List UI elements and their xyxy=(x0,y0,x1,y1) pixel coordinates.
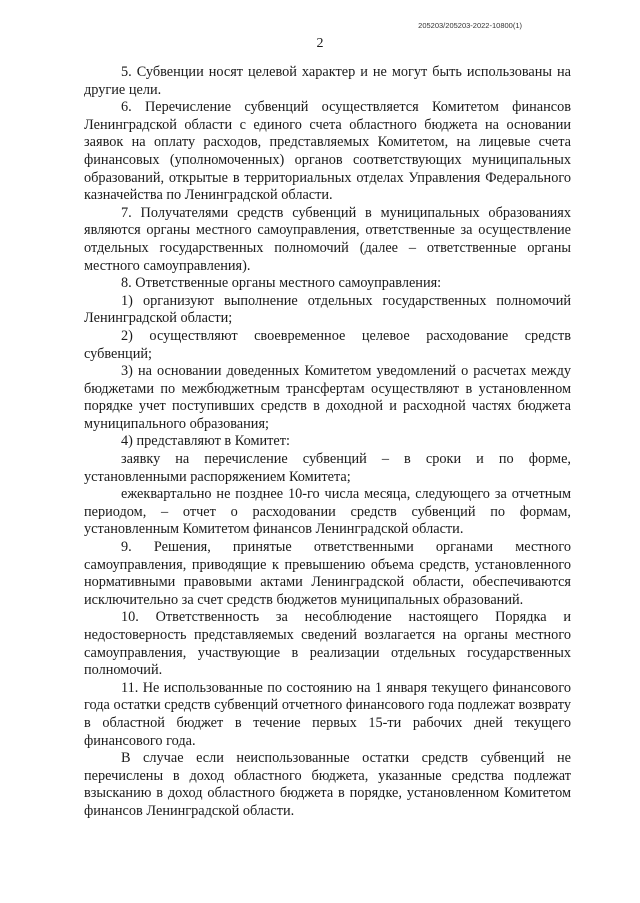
paragraph-8: 8. Ответственные органы местного самоуправления: xyxy=(121,275,442,292)
paragraph-10: 10. Ответственность за несоблюдение настоящего Порядка и недостоверность представляемых сведений возлагается на органы местного самоуправления, участвующие в реализации отдельных государственных полномочий. xyxy=(84,609,571,679)
paragraph-6: 6. Перечисление субвенций осуществляется Комитетом финансов Ленинградской области с единого счета областного бюджета на основании заявок на оплату расходов, представляемых Комитетом, на лицевые счета финансовых (уполномоченных) органов соответствующих муниципальных образований, открытые в территориальных отделах Управления Федерального казначейства по Ленинградской области. xyxy=(84,99,571,204)
paragraph-8-item-3: 3) на основании доведенных Комитетом уведомлений о расчетах между бюджетами по межбюджетным трансфертам осуществляют в установленном порядке учет поступивших средств в доходной и расходной частях бюджета муниципального образования; xyxy=(84,363,571,432)
paragraph-8-item-4-report: ежеквартально не позднее 10-го числа месяца, следующего за отчетным периодом, – отчет о расходовании средств субвенций по формам, установленным Комитетом финансов Ленинградской области. xyxy=(84,486,571,538)
document-body xyxy=(84,64,571,821)
paragraph-5: 5. Субвенции носят целевой характер и не могут быть использованы на другие цели. xyxy=(84,64,571,98)
paragraph-8-item-4-request: заявку на перечисление субвенций – в сроки и по форме, установленными распоряжением Комитета; xyxy=(84,451,571,485)
page-number: 2 xyxy=(316,36,324,51)
paragraph-11-addendum: В случае если неиспользованные остатки средств субвенций не перечислены в доход областного бюджета, указанные средства подлежат взысканию в доход областного бюджета в порядке, установленном Комитетом финансов Ленинградской области. xyxy=(84,750,571,819)
paragraph-8-item-2: 2) осуществляют своевременное целевое расходование средств субвенций; xyxy=(84,327,571,362)
document-id: 205203/205203-2022-10800(1) xyxy=(418,21,522,30)
paragraph-7: 7. Получателями средств субвенций в муниципальных образованиях являются органы местного самоуправления, ответственные за осуществление отдельных государственных полномочий (далее – ответственные органы местного самоуправления). xyxy=(84,204,571,274)
paragraph-8-item-4: 4) представляют в Комитет: xyxy=(121,433,290,450)
paragraph-8-item-1: 1) организуют выполнение отдельных государственных полномочий Ленинградской области; xyxy=(84,292,571,327)
paragraph-11: 11. Не использованные по состоянию на 1 января текущего финансового года остатки средств субвенций отчетного финансового года подлежат возврату в областной бюджет в течение первых 15-ти рабочих дней текущего финансового года. xyxy=(84,679,571,749)
paragraph-9: 9. Решения, принятые ответственными органами местного самоуправления, приводящие к превышению объема средств, установленного нормативными правовыми актами Ленинградской области, обеспечиваются исключительно за счет средств бюджетов муниципальных образований. xyxy=(84,539,571,608)
